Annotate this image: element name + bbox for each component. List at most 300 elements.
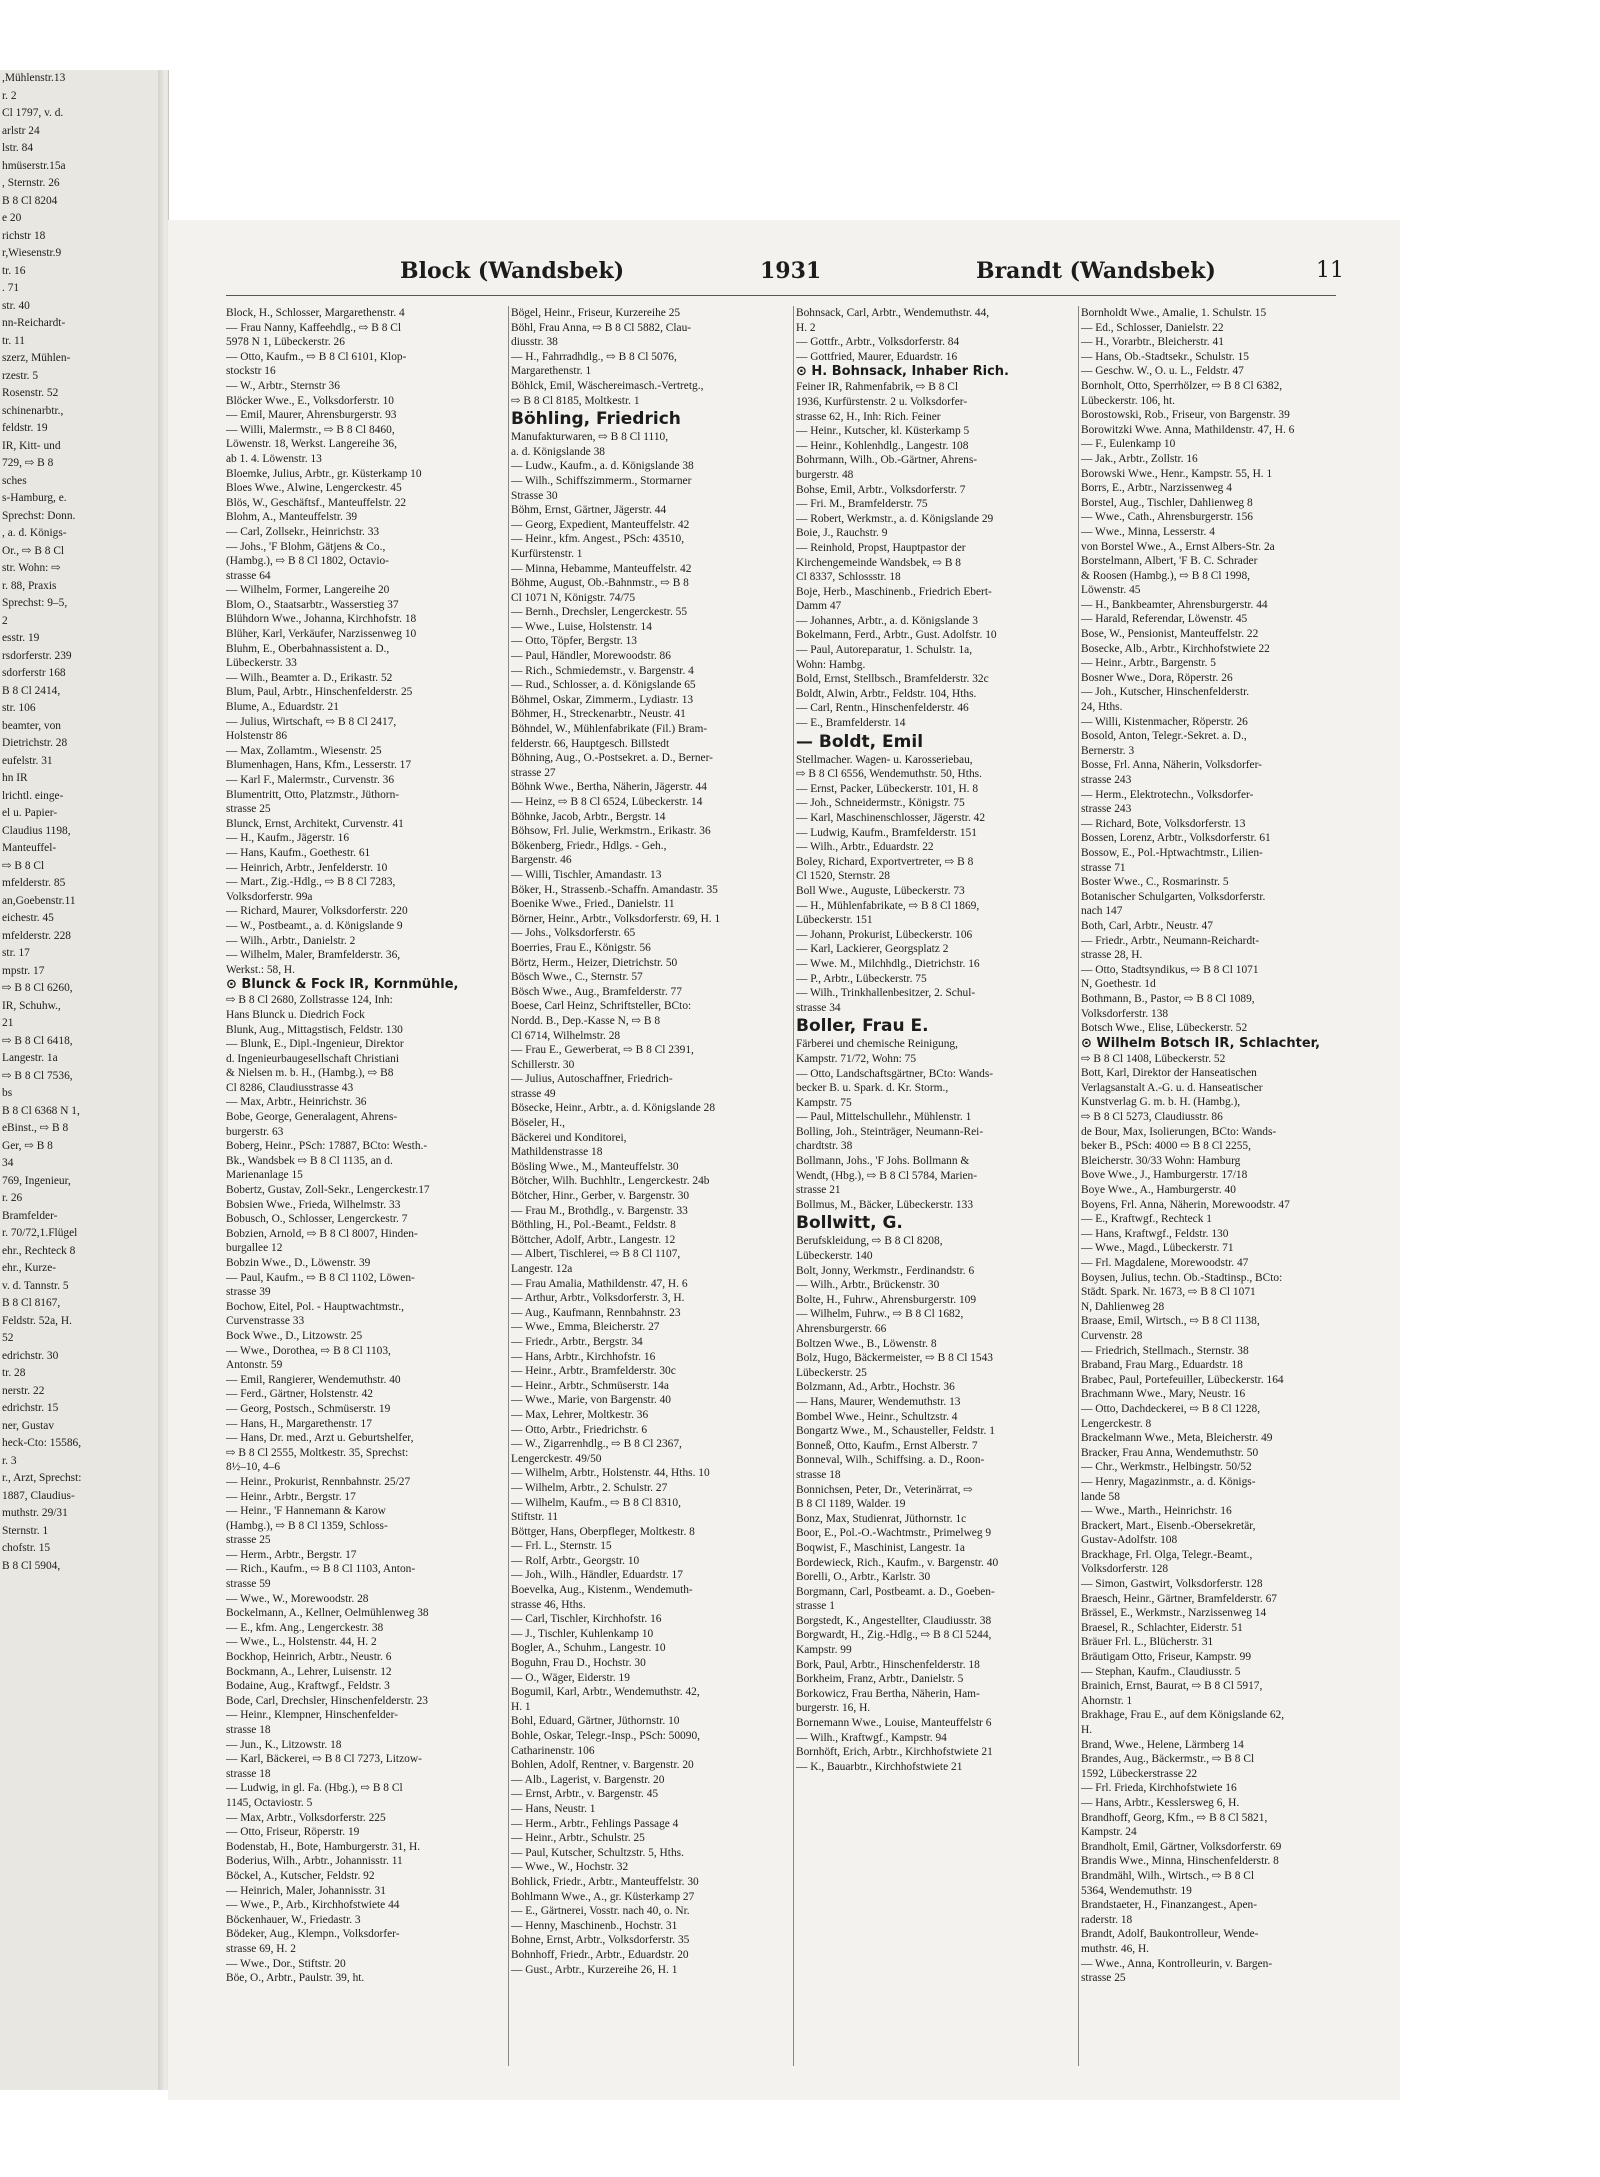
- directory-entry: Boevelka, Aug., Kistenm., Wendemuth-: [511, 1584, 693, 1597]
- column-divider: [793, 306, 794, 2066]
- directory-entry: — Geschw. W., O. u. L., Feldstr. 47: [1081, 365, 1244, 378]
- directory-entry: Borgwardt, H., Zig.-Hdlg., ⇨ B 8 Cl 5244,: [796, 1629, 992, 1642]
- directory-entry: Blühdorn Wwe., Johanna, Kirchhofstr. 18: [226, 613, 417, 626]
- directory-entry: Holstenstr 86: [226, 730, 288, 743]
- directory-entry: Brakhage, Frau E., auf dem Königslande 62,: [1081, 1709, 1285, 1722]
- directory-entry: Böthling, H., Pol.-Beamt., Feldstr. 8: [511, 1219, 676, 1232]
- directory-entry: — Henny, Maschinenb., Hochstr. 31: [511, 1919, 678, 1932]
- directory-entry: strasse 25: [226, 1534, 271, 1547]
- directory-entry: burgerstr. 63: [226, 1125, 284, 1138]
- directory-entry: Damm 47: [796, 600, 842, 613]
- prev-page-line: e 20: [2, 212, 22, 224]
- directory-entry: Bongartz Wwe., M., Schausteller, Feldstr. 1: [796, 1425, 995, 1438]
- directory-entry: — Johannes, Arbtr., a. d. Königslande 3: [796, 614, 978, 627]
- directory-entry: strasse 1: [796, 1600, 835, 1613]
- directory-entry: — Joh., Schneidermstr., Königstr. 75: [796, 797, 965, 810]
- directory-entry: — Frau Amalia, Mathildenstr. 47, H. 6: [511, 1277, 688, 1290]
- directory-entry: — Robert, Werkmstr., a. d. Königslande 29: [796, 512, 994, 525]
- directory-entry: stockstr 16: [226, 365, 276, 378]
- directory-entry: Brachmann Wwe., Mary, Neustr. 16: [1081, 1388, 1246, 1401]
- directory-entry: — Gottfr., Arbtr., Volksdorferstr. 84: [796, 336, 960, 349]
- directory-entry: diusstr. 38: [511, 336, 558, 349]
- directory-entry: & Nielsen m. b. H., (Hambg.), ⇨ B8: [226, 1067, 394, 1080]
- directory-entry: Bossen, Lorenz, Arbtr., Volksdorferstr. 61: [1081, 832, 1271, 845]
- prev-page-line: tr. 28: [2, 1367, 26, 1379]
- directory-entry: Boor, E., Pol.-O.-Wachtmstr., Primelweg 9: [796, 1527, 992, 1540]
- directory-entry: — F., Eulenkamp 10: [1081, 438, 1176, 451]
- directory-entry: — Wwe., W., Hochstr. 32: [511, 1861, 629, 1874]
- prev-page-line: B 8 Cl 6368 N 1,: [2, 1104, 80, 1117]
- prev-page-line: r. 70/72,1.Flügel: [2, 1227, 78, 1239]
- directory-entry: Braband, Frau Marg., Eduardstr. 18: [1081, 1359, 1243, 1372]
- header-left-keyword: Block (Wandsbek): [400, 258, 625, 284]
- prev-page-line: 52: [2, 1332, 14, 1344]
- prev-page-line: , Sternstr. 26: [2, 177, 60, 189]
- directory-entry: strasse 27: [511, 766, 556, 779]
- directory-entry: Wohn: Hambg.: [796, 658, 866, 671]
- directory-entry: Werkst.: 58, H.: [226, 963, 295, 976]
- directory-entry: Böttcher, Adolf, Arbtr., Langestr. 12: [511, 1233, 676, 1246]
- prev-page-line: 729, ⇨ B 8: [2, 457, 54, 469]
- directory-entry: — Wwe., Marth., Heinrichstr. 16: [1081, 1505, 1232, 1518]
- directory-entry: — Fri. M., Bramfelderstr. 75: [796, 498, 928, 511]
- directory-entry: — Wwe., P., Arb., Kirchhofstwiete 44: [226, 1899, 400, 1912]
- directory-entry: — Hans, Neustr. 1: [511, 1802, 596, 1815]
- prev-page-line: str. Wohn: ⇨: [2, 562, 61, 574]
- directory-entry: — Hans, H., Margarethenstr. 17: [226, 1417, 372, 1430]
- directory-entry: — Frau E., Gewerberat, ⇨ B 8 Cl 2391,: [511, 1044, 694, 1057]
- directory-entry: Bott, Karl, Direktor der Hanseatischen: [1081, 1067, 1257, 1080]
- prev-page-line: tr. 11: [2, 334, 25, 347]
- directory-entry: H. 1: [511, 1700, 531, 1713]
- directory-entry: Boguhn, Frau D., Hochstr. 30: [511, 1657, 646, 1670]
- prev-page-line: Or., ⇨ B 8 Cl: [2, 544, 65, 557]
- directory-entry: — Max, Lehrer, Moltkestr. 36: [511, 1408, 649, 1421]
- directory-entry: — Heinr., Arbtr., Bramfelderstr. 30c: [511, 1365, 676, 1378]
- directory-entry: Bracker, Frau Anna, Wendemuthstr. 50: [1081, 1446, 1259, 1459]
- directory-entry: Blum, Paul, Arbtr., Hinschenfelderstr. 25: [226, 686, 413, 699]
- prev-page-line: nerstr. 22: [2, 1384, 45, 1397]
- prev-page-line: 1887, Claudius-: [2, 1489, 75, 1502]
- prev-page-line: rzestr. 5: [2, 369, 39, 382]
- header-right-keyword: Brandt (Wandsbek): [976, 258, 1216, 284]
- directory-entry: strasse 71: [1081, 861, 1126, 874]
- directory-entry: Feiner IR, Rahmenfabrik, ⇨ B 8 Cl: [796, 381, 959, 394]
- directory-entry: Bohnsack, Carl, Arbtr., Wendemuthstr. 44,: [796, 307, 990, 319]
- directory-entry: Blunk, Aug., Mittagstisch, Feldstr. 130: [226, 1023, 403, 1036]
- directory-entry: strasse 25: [1081, 1972, 1126, 1985]
- prev-page-line: ehr., Rechteck 8: [2, 1244, 76, 1257]
- directory-entry: Bobe, George, Generalagent, Ahrens-: [226, 1111, 398, 1124]
- directory-entry: — Karl F., Malermstr., Curvenstr. 36: [226, 774, 395, 786]
- directory-entry: Brainich, Ernst, Baurat, ⇨ B 8 Cl 5917,: [1081, 1680, 1263, 1693]
- directory-entry: Bohlen, Adolf, Rentner, v. Bargenstr. 20: [511, 1759, 694, 1772]
- directory-entry: Bockhop, Heinrich, Arbtr., Neustr. 6: [226, 1651, 392, 1664]
- directory-entry: ⊙ Wilhelm Botsch IR, Schlachter,: [1081, 1035, 1321, 1051]
- directory-entry: strasse 46, Hths.: [511, 1598, 586, 1611]
- directory-entry: Brand, Wwe., Helene, Lärmberg 14: [1081, 1738, 1244, 1751]
- directory-entry: — Paul, Kaufm., ⇨ B 8 Cl 1102, Löwen-: [226, 1271, 415, 1284]
- directory-entry: — O., Wäger, Eiderstr. 19: [511, 1671, 630, 1684]
- prev-page-line: hmüserstr.15a: [2, 159, 66, 172]
- directory-entry: Bombel Wwe., Heinr., Schultzstr. 4: [796, 1410, 958, 1423]
- directory-entry: Bödeker, Aug., Klempn., Volksdorfer-: [226, 1928, 400, 1941]
- directory-entry: Borkheim, Franz, Arbtr., Danielstr. 5: [796, 1673, 964, 1686]
- directory-entry: Cl 6714, Wilhelmstr. 28: [511, 1029, 621, 1042]
- directory-entry: — Rud., Schlosser, a. d. Königslande 65: [511, 679, 696, 692]
- directory-entry: Cl 8286, Claudiusstrasse 43: [226, 1081, 354, 1094]
- directory-entry: Kunstverlag G. m. b. H. (Hambg.),: [1081, 1096, 1241, 1109]
- directory-entry: — Jun., K., Litzowstr. 18: [226, 1738, 342, 1751]
- directory-entry: — Ludwig, in gl. Fa. (Hbg.), ⇨ B 8 Cl: [226, 1782, 403, 1795]
- directory-entry: Brandhoff, Georg, Kfm., ⇨ B 8 Cl 5821,: [1081, 1811, 1268, 1824]
- directory-entry: Boltzen Wwe., B., Löwenstr. 8: [796, 1337, 937, 1350]
- directory-entry: Bosold, Anton, Telegr.-Sekret. a. D.,: [1081, 730, 1247, 743]
- directory-entry: raderstr. 18: [1081, 1913, 1133, 1926]
- prev-page-line: ⇨ B 8 Cl: [2, 859, 45, 872]
- directory-entry: — Rich., Kaufm., ⇨ B 8 Cl 1103, Anton-: [226, 1563, 416, 1576]
- directory-entry: 1145, Octaviostr. 5: [226, 1796, 313, 1809]
- directory-entry: Böhme, August, Ob.-Bahnmstr., ⇨ B 8: [511, 577, 689, 590]
- directory-entry: — Wwe., L., Holstenstr. 44, H. 2: [226, 1636, 377, 1649]
- directory-entry: Böhning, Aug., O.-Postsekret. a. D., Berner-: [511, 752, 713, 765]
- directory-entry: — Karl, Bäckerei, ⇨ B 8 Cl 7273, Litzow-: [226, 1753, 422, 1766]
- directory-entry: 5978 N 1, Lübeckerstr. 26: [226, 336, 345, 349]
- prev-page-line: edrichstr. 30: [2, 1349, 59, 1362]
- directory-entry: Bolte, H., Fuhrw., Ahrensburgerstr. 109: [796, 1293, 977, 1306]
- directory-entry: — Heinr., 'F Hannemann & Karow: [226, 1505, 386, 1518]
- prev-page-line: B 8 Cl 8204: [2, 194, 58, 207]
- directory-entry: felderstr. 66, Hauptgesch. Billstedt: [511, 737, 670, 750]
- header-rule: [226, 295, 1336, 296]
- directory-entry: — Julius, Wirtschaft, ⇨ B 8 Cl 2417,: [226, 715, 397, 728]
- directory-entry: strasse 21: [796, 1184, 841, 1197]
- directory-entry: — Harald, Referendar, Löwenstr. 45: [1081, 613, 1248, 626]
- directory-entry: Böe, O., Arbtr., Paulstr. 39, ht.: [226, 1972, 365, 1985]
- directory-entry: Bonnichsen, Peter, Dr., Veterinärrat, ⇨: [796, 1483, 973, 1496]
- prev-page-line: sches: [2, 474, 27, 487]
- directory-entry: — Reinhold, Propst, Hauptpastor der: [796, 541, 966, 554]
- directory-entry: — Willi, Malermstr., ⇨ B 8 Cl 8460,: [226, 423, 395, 436]
- directory-entry: — Heinr., kfm. Angest., PSch: 43510,: [511, 533, 685, 546]
- directory-entry: Boese, Carl Heinz, Schriftsteller, BCto:: [511, 1000, 692, 1013]
- directory-entry: beker B., PSch: 4000 ⇨ B 8 Cl 2255,: [1081, 1140, 1251, 1153]
- directory-entry: — Frau Nanny, Kaffeehdlg., ⇨ B 8 Cl: [226, 321, 401, 334]
- directory-entry: Both, Carl, Arbtr., Neustr. 47: [1081, 919, 1213, 932]
- directory-entry: — Jak., Arbtr., Zollstr. 16: [1081, 452, 1198, 465]
- directory-entry: d. Ingenieurbaugesellschaft Christiani: [226, 1052, 400, 1065]
- directory-entry: Borgmann, Carl, Postbeamt. a. D., Goeben-: [796, 1585, 995, 1598]
- directory-entry: Bögel, Heinr., Friseur, Kurzereihe 25: [511, 307, 681, 319]
- directory-entry: Borelli, O., Arbtr., Karlstr. 30: [796, 1571, 931, 1584]
- directory-entry: Bothmann, B., Pastor, ⇨ B 8 Cl 1089,: [1081, 992, 1255, 1005]
- directory-entry: Bräuer Frl. L., Blücherstr. 31: [1081, 1636, 1214, 1649]
- directory-entry: Botsch Wwe., Elise, Lübeckerstr. 52: [1081, 1022, 1248, 1035]
- directory-entry: — Gottfried, Maurer, Eduardstr. 16: [796, 350, 958, 363]
- directory-entry: strasse 39: [226, 1286, 271, 1299]
- directory-entry: Boderius, Wilh., Arbtr., Johannisstr. 11: [226, 1855, 403, 1868]
- directory-entry: — Wilh., Arbtr., Eduardstr. 22: [796, 841, 934, 854]
- prev-page-line: s-Hamburg, e.: [2, 492, 67, 504]
- directory-entry: (Hambg.), ⇨ B 8 Cl 1802, Octavio-: [226, 555, 389, 568]
- directory-entry: — K., Bauarbtr., Kirchhofstwiete 21: [796, 1760, 963, 1773]
- directory-entry: — Frl. Magdalene, Morewoodstr. 47: [1081, 1257, 1249, 1269]
- directory-entry: Bornholdt Wwe., Amalie, 1. Schulstr. 15: [1081, 307, 1267, 319]
- directory-entry: — Otto, Friseur, Röperstr. 19: [226, 1826, 360, 1839]
- directory-entry: — Ed., Schlosser, Danielstr. 22: [1081, 321, 1224, 334]
- directory-entry: Brandt, Adolf, Baukontrolleur, Wende-: [1081, 1928, 1259, 1941]
- directory-entry: Manufakturwaren, ⇨ B 8 Cl 1110,: [511, 431, 669, 444]
- directory-entry: Ahornstr. 1: [1081, 1694, 1133, 1707]
- directory-entry: — Georg, Expedient, Manteuffelstr. 42: [511, 518, 690, 531]
- prev-page-line: hn IR: [2, 772, 28, 784]
- column-4: [1081, 306, 1362, 2086]
- directory-entry: — H., Mühlenfabrikate, ⇨ B 8 Cl 1869,: [796, 899, 980, 912]
- directory-entry: 1592, Lübeckerstrasse 22: [1081, 1767, 1198, 1780]
- directory-entry: Bösch Wwe., Aug., Bramfelderstr. 77: [511, 985, 682, 998]
- directory-entry: B 8 Cl 1189, Walder. 19: [796, 1498, 906, 1511]
- directory-entry: — Ernst, Packer, Lübeckerstr. 101, H. 8: [796, 782, 979, 795]
- directory-entry: — Mart., Zig.-Hdlg., ⇨ B 8 Cl 7283,: [226, 876, 396, 889]
- directory-entry: Bollmann, Johs., 'F Johs. Bollmann &: [796, 1155, 970, 1168]
- directory-entry: strasse 18: [796, 1468, 841, 1481]
- directory-entry: — Ludwig, Kaufm., Bramfelderstr. 151: [796, 826, 977, 839]
- directory-entry: — Willi, Kistenmacher, Röperstr. 26: [1081, 715, 1248, 728]
- prev-page-line: heck-Cto: 15586,: [2, 1437, 82, 1449]
- directory-entry: Bleicherstr. 30/33 Wohn: Hamburg: [1081, 1154, 1241, 1167]
- directory-entry: Stellmacher. Wagen- u. Karosseriebau,: [796, 753, 973, 766]
- directory-entry: Bohrmann, Wilh., Ob.-Gärtner, Ahrens-: [796, 454, 978, 467]
- directory-entry: de Bour, Max, Isolierungen, BCto: Wands-: [1081, 1125, 1277, 1138]
- directory-entry: — Emil, Rangierer, Wendemuthstr. 40: [226, 1373, 401, 1386]
- directory-entry: — Wilhelm, Former, Langereihe 20: [226, 584, 390, 597]
- directory-entry: Wendt, (Hbg.), ⇨ B 8 Cl 5784, Marien-: [796, 1169, 978, 1182]
- directory-entry: Bräutigam Otto, Friseur, Kampstr. 99: [1081, 1651, 1252, 1664]
- directory-entry: — Rich., Schmiedemstr., v. Bargenstr. 4: [511, 664, 694, 677]
- directory-entry: Blume, A., Eduardstr. 21: [226, 701, 339, 714]
- directory-entry: — Wilhelm, Arbtr., 2. Schulstr. 27: [511, 1481, 668, 1494]
- directory-entry: Bolzmann, Ad., Arbtr., Hochstr. 36: [796, 1381, 955, 1394]
- directory-entry: strasse 18: [226, 1767, 271, 1780]
- prev-page-line: schinenarbtr.,: [2, 404, 64, 417]
- directory-entry: ⊙ Blunck & Fock IR, Kornmühle,: [226, 977, 459, 993]
- directory-entry: — Frau M., Brothdlg., v. Bargenstr. 33: [511, 1204, 688, 1217]
- directory-entry: — Otto, Töpfer, Bergstr. 13: [511, 635, 637, 648]
- directory-entry: nach 147: [1081, 905, 1123, 918]
- directory-entry: Boenike Wwe., Fried., Danielstr. 11: [511, 898, 675, 911]
- directory-entry: Volksdorferstr. 128: [1081, 1563, 1169, 1576]
- directory-entry: — Paul, Kutscher, Schultzstr. 5, Hths.: [511, 1846, 684, 1859]
- directory-entry: — E., kfm. Ang., Lengerckestr. 38: [226, 1621, 384, 1634]
- directory-entry: — Paul, Mittelschullehr., Mühlenstr. 1: [796, 1111, 972, 1124]
- directory-entry: Bornholt, Otto, Sperrhölzer, ⇨ B 8 Cl 6382,: [1081, 379, 1283, 392]
- prev-page-line: , a. d. Königs-: [2, 527, 67, 539]
- directory-entry: — Heinrich, Maler, Johannisstr. 31: [226, 1884, 386, 1897]
- prev-page-line: Sternstr. 1: [2, 1524, 49, 1537]
- running-header: [168, 258, 1400, 298]
- directory-entry: Boller, Frau E.: [796, 1016, 929, 1037]
- directory-entry: — H., Kaufm., Jägerstr. 16: [226, 832, 350, 845]
- prev-page-line: el u. Papier-: [2, 807, 58, 819]
- directory-entry: — P., Arbtr., Lübeckerstr. 75: [796, 972, 927, 985]
- directory-entry: Borowski Wwe., Henr., Kampstr. 55, H. 1: [1081, 467, 1273, 480]
- directory-entry: Cl 1071 N, Königstr. 74/75: [511, 591, 636, 604]
- directory-entry: — Ludw., Kaufm., a. d. Königslande 38: [511, 460, 694, 473]
- directory-entry: Braesch, Heinr., Gärtner, Bramfelderstr. 67: [1081, 1592, 1277, 1605]
- directory-entry: Antonstr. 59: [226, 1359, 283, 1372]
- directory-entry: — Heinr., Arbtr., Schmüserstr. 14a: [511, 1379, 669, 1392]
- directory-entry: — Arthur, Arbtr., Volksdorferstr. 3, H.: [511, 1292, 685, 1305]
- directory-entry: Bold, Ernst, Stellbsch., Bramfelderstr. 32c: [796, 673, 989, 686]
- directory-entry: strasse 69, H. 2: [226, 1942, 296, 1955]
- directory-entry: Borkowicz, Frau Bertha, Näherin, Ham-: [796, 1687, 980, 1700]
- directory-entry: — Wilh., Beamter a. D., Erikastr. 52: [226, 671, 393, 684]
- directory-entry: Bolz, Hugo, Bäckermeister, ⇨ B 8 Cl 1543: [796, 1352, 994, 1365]
- directory-entry: — Stephan, Kaufm., Claudiusstr. 5: [1081, 1665, 1241, 1678]
- directory-entry: — Hans, Arbtr., Kirchhofstr. 16: [511, 1350, 656, 1363]
- directory-entry: — Rolf, Arbtr., Georgstr. 10: [511, 1554, 640, 1567]
- directory-entry: strasse 59: [226, 1578, 271, 1591]
- directory-entry: Kampstr. 24: [1081, 1826, 1137, 1839]
- directory-entry: Bohl, Eduard, Gärtner, Jüthornstr. 10: [511, 1715, 680, 1728]
- directory-entry: strasse 18: [226, 1724, 271, 1736]
- directory-entry: Kampstr. 99: [796, 1644, 852, 1657]
- directory-entry: — Richard, Bote, Volksdorferstr. 13: [1081, 817, 1246, 830]
- directory-entry: Böhmel, Oskar, Zimmerm., Lydiastr. 13: [511, 693, 694, 706]
- directory-entry: Boye Wwe., A., Hamburgerstr. 40: [1081, 1184, 1236, 1197]
- directory-page: [168, 220, 1400, 2100]
- directory-entry: — Wilh., Schiffszimmerm., Stormarner: [511, 474, 692, 487]
- directory-entry: Bogler, A., Schuhm., Langestr. 10: [511, 1642, 666, 1655]
- directory-entry: Löwenstr. 18, Werkst. Langereihe 36,: [226, 438, 397, 451]
- directory-entry: Bose, W., Pensionist, Manteuffelstr. 22: [1081, 628, 1259, 641]
- directory-entry: Bokelmann, Ferd., Arbtr., Gust. Adolfstr. 10: [796, 629, 997, 642]
- directory-entry: Bobsien Wwe., Frieda, Wilhelmstr. 33: [226, 1198, 401, 1211]
- directory-entry: Bohle, Oskar, Telegr.-Insp., PSch: 50090,: [511, 1730, 700, 1742]
- directory-entry: Bonz, Max, Studienrat, Jüthornstr. 1c: [796, 1512, 967, 1525]
- directory-entry: Boie, J., Rauchstr. 9: [796, 527, 888, 540]
- directory-entry: — Herm., Arbtr., Fehlings Passage 4: [511, 1817, 679, 1830]
- directory-entry: — Otto, Landschaftsgärtner, BCto: Wands-: [796, 1067, 994, 1080]
- directory-entry: von Borstel Wwe., A., Ernst Albers-Str. 2a: [1081, 540, 1275, 553]
- directory-entry: — Wilh., Kraftwgf., Kampstr. 94: [796, 1731, 947, 1744]
- directory-entry: Blumenhagen, Hans, Kfm., Lesserstr. 17: [226, 759, 412, 772]
- prev-page-line: Cl 1797, v. d.: [2, 107, 64, 119]
- directory-entry: Bollmus, M., Bäcker, Lübeckerstr. 133: [796, 1198, 974, 1211]
- directory-entry: Stiftstr. 11: [511, 1511, 559, 1524]
- directory-entry: Bloemke, Julius, Arbtr., gr. Küsterkamp 10: [226, 467, 422, 480]
- directory-entry: Böckel, A., Kutscher, Feldstr. 92: [226, 1869, 375, 1882]
- directory-entry: Cl 1520, Sternstr. 28: [796, 870, 890, 883]
- directory-entry: Brackelmann Wwe., Meta, Bleicherstr. 49: [1081, 1432, 1273, 1445]
- directory-entry: — Wilh., Arbtr., Danielstr. 2: [226, 934, 356, 947]
- prev-page-line: ⇨ B 8 Cl 6260,: [2, 982, 73, 994]
- directory-entry: — Hans, Dr. med., Arzt u. Geburtshelfer,: [226, 1432, 414, 1445]
- directory-entry: — Wwe., Luise, Holstenstr. 14: [511, 620, 652, 633]
- prev-page-line: bs: [2, 1087, 13, 1099]
- directory-entry: — Carl, Zollsekr., Heinrichstr. 33: [226, 525, 380, 538]
- prev-page-line: mpstr. 17: [2, 964, 45, 977]
- directory-entry: Brandis Wwe., Minna, Hinschenfelderstr. 8: [1081, 1855, 1279, 1868]
- column-divider: [508, 306, 509, 2066]
- directory-entry: Böhnke, Jacob, Arbtr., Bergstr. 14: [511, 810, 666, 823]
- prev-page-line: esstr. 19: [2, 632, 40, 644]
- directory-entry: — Hans, Kaufm., Goethestr. 61: [226, 846, 371, 859]
- directory-entry: Bobzin Wwe., D., Löwenstr. 39: [226, 1257, 371, 1269]
- directory-entry: chardtstr. 38: [796, 1140, 853, 1153]
- directory-entry: — Hans, Maurer, Wendemuthstr. 13: [796, 1395, 961, 1408]
- prev-page-line: 2: [2, 614, 8, 627]
- directory-entry: — Wwe., Emma, Bleicherstr. 27: [511, 1321, 660, 1334]
- directory-entry: — Max, Arbtr., Volksdorferstr. 225: [226, 1811, 386, 1824]
- directory-entry: — Henry, Magazinmstr., a. d. Königs-: [1081, 1475, 1256, 1488]
- directory-entry: Bolt, Jonny, Werkmstr., Ferdinandstr. 6: [796, 1264, 975, 1277]
- directory-entry: Blom, O., Staatsarbtr., Wasserstieg 37: [226, 598, 399, 611]
- prev-page-line: str. 40: [2, 299, 30, 312]
- directory-entry: Bonneval, Wilh., Schiffsing. a. D., Roon-: [796, 1454, 985, 1467]
- directory-entry: Kampstr. 71/72, Wohn: 75: [796, 1052, 917, 1065]
- directory-entry: Böttger, Hans, Oberpfleger, Moltkestr. 8: [511, 1525, 695, 1538]
- directory-entry: — H., Vorarbtr., Bleicherstr. 41: [1081, 336, 1224, 349]
- directory-entry: Lengerckestr. 49/50: [511, 1452, 602, 1465]
- directory-entry: Blös, W., Geschäftsf., Manteuffelstr. 22: [226, 496, 407, 509]
- directory-entry: Braase, Emil, Wirtsch., ⇨ B 8 Cl 1138,: [1081, 1315, 1260, 1328]
- column-divider: [1078, 306, 1079, 2066]
- prev-page-line: 21: [2, 1017, 14, 1029]
- directory-entry: — Wilhelm, Kaufm., ⇨ B 8 Cl 8310,: [511, 1496, 681, 1509]
- directory-entry: Boerries, Frau E., Königstr. 56: [511, 941, 651, 954]
- directory-entry: — E., Kraftwgf., Rechteck 1: [1081, 1213, 1212, 1226]
- directory-entry: Kurfürstenstr. 1: [511, 547, 583, 560]
- prev-page-line: . 71: [2, 282, 20, 294]
- directory-entry: — Ferd., Gärtner, Holstenstr. 42: [226, 1388, 373, 1401]
- directory-entry: Böhm, Ernst, Gärtner, Jägerstr. 44: [511, 504, 667, 517]
- directory-entry: Bosse, Frl. Anna, Näherin, Volksdorfer-: [1081, 759, 1262, 772]
- directory-entry: strasse 34: [796, 1001, 841, 1014]
- directory-entry: Kampstr. 75: [796, 1096, 852, 1109]
- directory-entry: Lübeckerstr. 25: [796, 1366, 867, 1379]
- directory-entry: — Friedr., Arbtr., Bergstr. 34: [511, 1335, 643, 1348]
- prev-page-line: Ger, ⇨ B 8: [2, 1139, 53, 1152]
- directory-entry: H. 2: [796, 321, 816, 334]
- directory-entry: Brandes, Aug., Bäckermstr., ⇨ B 8 Cl: [1081, 1753, 1255, 1766]
- directory-entry: — Wwe., Magd., Lübeckerstr. 71: [1081, 1242, 1234, 1255]
- directory-entry: Gustav-Adolfstr. 108: [1081, 1534, 1178, 1547]
- directory-entry: — Wilh., Arbtr., Brückenstr. 30: [796, 1279, 940, 1292]
- directory-entry: Bolling, Joh., Steinträger, Neumann-Rei-: [796, 1125, 984, 1138]
- directory-entry: — Wilhelm, Arbtr., Holstenstr. 44, Hths. 10: [511, 1467, 710, 1480]
- directory-entry: Bodenstab, H., Bote, Hamburgerstr. 31, H.: [226, 1840, 421, 1853]
- directory-entry: Bobertz, Gustav, Zoll-Sekr., Lengerckestr.17: [226, 1184, 430, 1197]
- directory-entry: 8½–10, 4–6: [226, 1461, 281, 1474]
- prev-page-line: eichestr. 45: [2, 912, 54, 924]
- page-number: 11: [1316, 258, 1344, 283]
- directory-entry: — Wilh., Trinkhallenbesitzer, 2. Schul-: [796, 987, 976, 1000]
- directory-entry: Bloes Wwe., Alwine, Lengerckestr. 45: [226, 482, 402, 495]
- directory-entry: — Wwe., Dorothea, ⇨ B 8 Cl 1103,: [226, 1344, 391, 1357]
- prev-page-line: Sprechst: Donn.: [2, 509, 76, 522]
- directory-entry: — W., Zigarrenhdlg., ⇨ B 8 Cl 2367,: [511, 1438, 682, 1451]
- prev-page-line: an,Goebenstr.11: [2, 894, 76, 907]
- directory-entry: N, Goethestr. 1d: [1081, 978, 1156, 991]
- directory-entry: Ahrensburgerstr. 66: [796, 1323, 887, 1335]
- directory-entry: muthstr. 46, H.: [1081, 1942, 1150, 1955]
- directory-entry: Brackhage, Frl. Olga, Telegr.-Beamt.,: [1081, 1548, 1253, 1561]
- directory-entry: Lübeckerstr. 151: [796, 914, 873, 927]
- directory-entry: — Friedr., Arbtr., Neumann-Reichardt-: [1081, 934, 1260, 947]
- column-1: [226, 306, 507, 2086]
- directory-entry: — Hans, Ob.-Stadtsekr., Schulstr. 15: [1081, 350, 1250, 363]
